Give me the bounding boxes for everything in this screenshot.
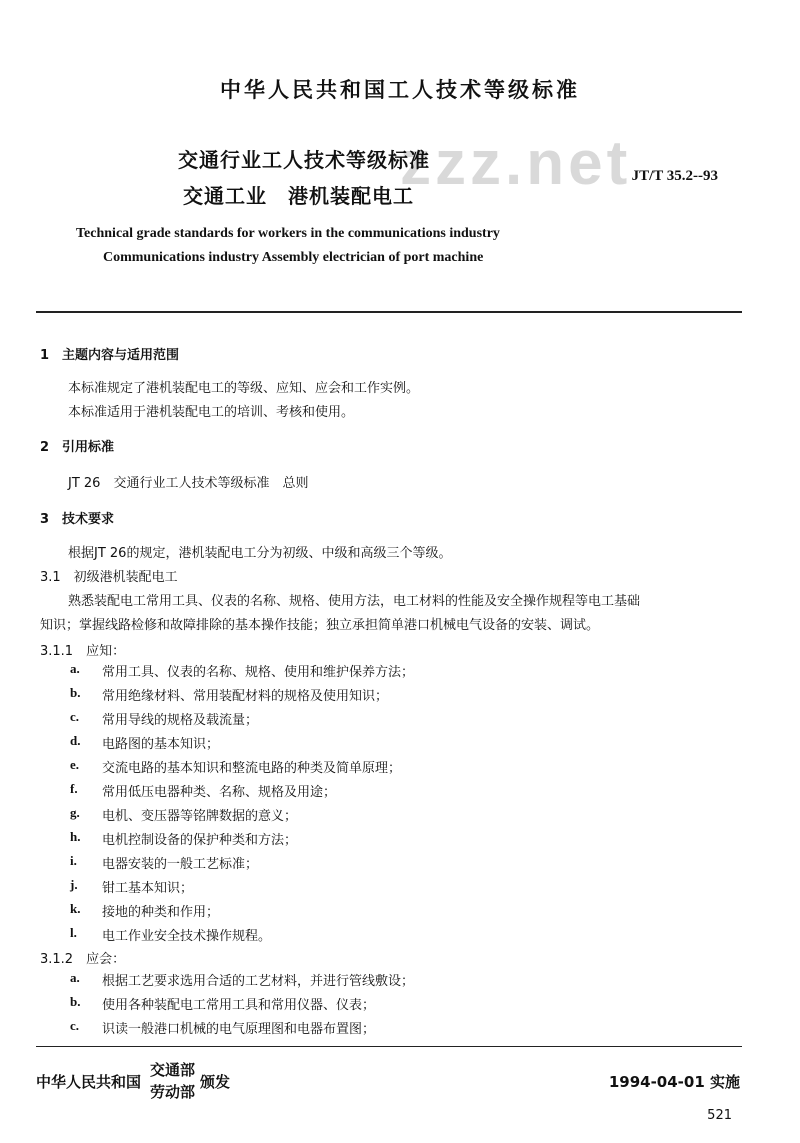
section-3-1-1-heading: 3.1.1 应知： bbox=[40, 644, 126, 659]
list-item: 常用导线的规格及载流量； bbox=[102, 713, 259, 728]
list-item-letter: b. bbox=[70, 994, 81, 1009]
section-3-heading: 3 技术要求 bbox=[40, 512, 115, 527]
standard-title-cn-line1: 交通行业工人技术等级标准 bbox=[178, 148, 430, 172]
section-1-heading: 1 主题内容与适用范围 bbox=[40, 348, 180, 363]
list-item: 使用各种装配电工常用工具和常用仪器、仪表； bbox=[102, 998, 376, 1013]
list-item: 常用绝缘材料、常用装配材料的规格及使用知识； bbox=[102, 689, 389, 704]
list-item-letter: e. bbox=[70, 757, 80, 772]
list-item-letter: h. bbox=[70, 829, 81, 844]
list-item-letter: g. bbox=[70, 805, 80, 820]
standard-title-cn-line2: 交通工业 港机装配电工 bbox=[183, 184, 414, 208]
header-divider bbox=[36, 311, 742, 313]
list-item: 根据工艺要求选用合适的工艺材料，并进行管线敷设； bbox=[102, 974, 415, 989]
footer-issuer: 中华人民共和国 bbox=[36, 1073, 142, 1091]
list-item-letter: a. bbox=[70, 970, 80, 985]
list-item-letter: a. bbox=[70, 661, 80, 676]
footer-divider bbox=[36, 1046, 742, 1047]
list-item: 钳工基本知识； bbox=[102, 881, 194, 896]
watermark: zzz.net bbox=[400, 129, 632, 198]
footer-issued-label: 颁发 bbox=[200, 1073, 231, 1091]
section-2-heading: 2 引用标准 bbox=[40, 440, 115, 455]
national-standard-series-title: 中华人民共和国工人技术等级标准 bbox=[220, 78, 580, 102]
list-item-letter: i. bbox=[70, 853, 77, 868]
list-item-letter: f. bbox=[70, 781, 78, 796]
list-item: 接地的种类和作用； bbox=[102, 905, 220, 920]
section-3-1-2-heading: 3.1.2 应会： bbox=[40, 952, 126, 967]
list-item: 电器安装的一般工艺标准； bbox=[102, 857, 259, 872]
page-number: 521 bbox=[707, 1108, 732, 1123]
list-item-letter: b. bbox=[70, 685, 81, 700]
section-3-1-paragraph-line1: 熟悉装配电工常用工具、仪表的名称、规格、使用方法，电工材料的性能及安全操作规程等电工基础 bbox=[68, 594, 641, 609]
list-item-letter: k. bbox=[70, 901, 81, 916]
footer-ministry-1: 交通部 bbox=[150, 1061, 196, 1079]
list-item: 电机、变压器等铭牌数据的意义； bbox=[102, 809, 298, 824]
list-item: 常用低压电器种类、名称、规格及用途； bbox=[102, 785, 337, 800]
section-2-reference: JT 26 交通行业工人技术等级标准 总则 bbox=[68, 476, 309, 491]
list-item: 电机控制设备的保护种类和方法； bbox=[102, 833, 298, 848]
list-item-letter: c. bbox=[70, 1018, 80, 1033]
list-item: 电工作业安全技术操作规程。 bbox=[102, 929, 272, 944]
section-3-paragraph: 根据JT 26的规定，港机装配电工分为初级、中级和高级三个等级。 bbox=[68, 546, 452, 561]
list-item: 交流电路的基本知识和整流电路的种类及简单原理； bbox=[102, 761, 402, 776]
section-1-paragraph-2: 本标准适用于港机装配电工的培训、考核和使用。 bbox=[68, 405, 355, 420]
standard-code: JT/T 35.2--93 bbox=[631, 168, 718, 184]
standard-title-en-line2: Communications industry Assembly electrician of port machine bbox=[103, 250, 484, 265]
list-item-letter: l. bbox=[70, 925, 77, 940]
list-item: 识读一般港口机械的电气原理图和电器布置图； bbox=[102, 1022, 376, 1037]
list-item: 常用工具、仪表的名称、规格、使用和维护保养方法； bbox=[102, 665, 415, 680]
footer-ministry-2: 劳动部 bbox=[150, 1083, 196, 1101]
section-3-1-paragraph-line2: 知识；掌握线路检修和故障排除的基本操作技能；独立承担简单港口机械电气设备的安装、调试。 bbox=[40, 618, 600, 633]
list-item-letter: j. bbox=[70, 877, 78, 892]
list-item-letter: c. bbox=[70, 709, 80, 724]
standard-title-en-line1: Technical grade standards for workers in the communications industry bbox=[76, 226, 500, 241]
section-1-paragraph-1: 本标准规定了港机装配电工的等级、应知、应会和工作实例。 bbox=[68, 381, 420, 396]
section-3-1-heading: 3.1 初级港机装配电工 bbox=[40, 570, 178, 585]
list-item: 电路图的基本知识； bbox=[102, 737, 220, 752]
list-item-letter: d. bbox=[70, 733, 81, 748]
footer-effective-date: 1994-04-01 实施 bbox=[608, 1073, 740, 1091]
